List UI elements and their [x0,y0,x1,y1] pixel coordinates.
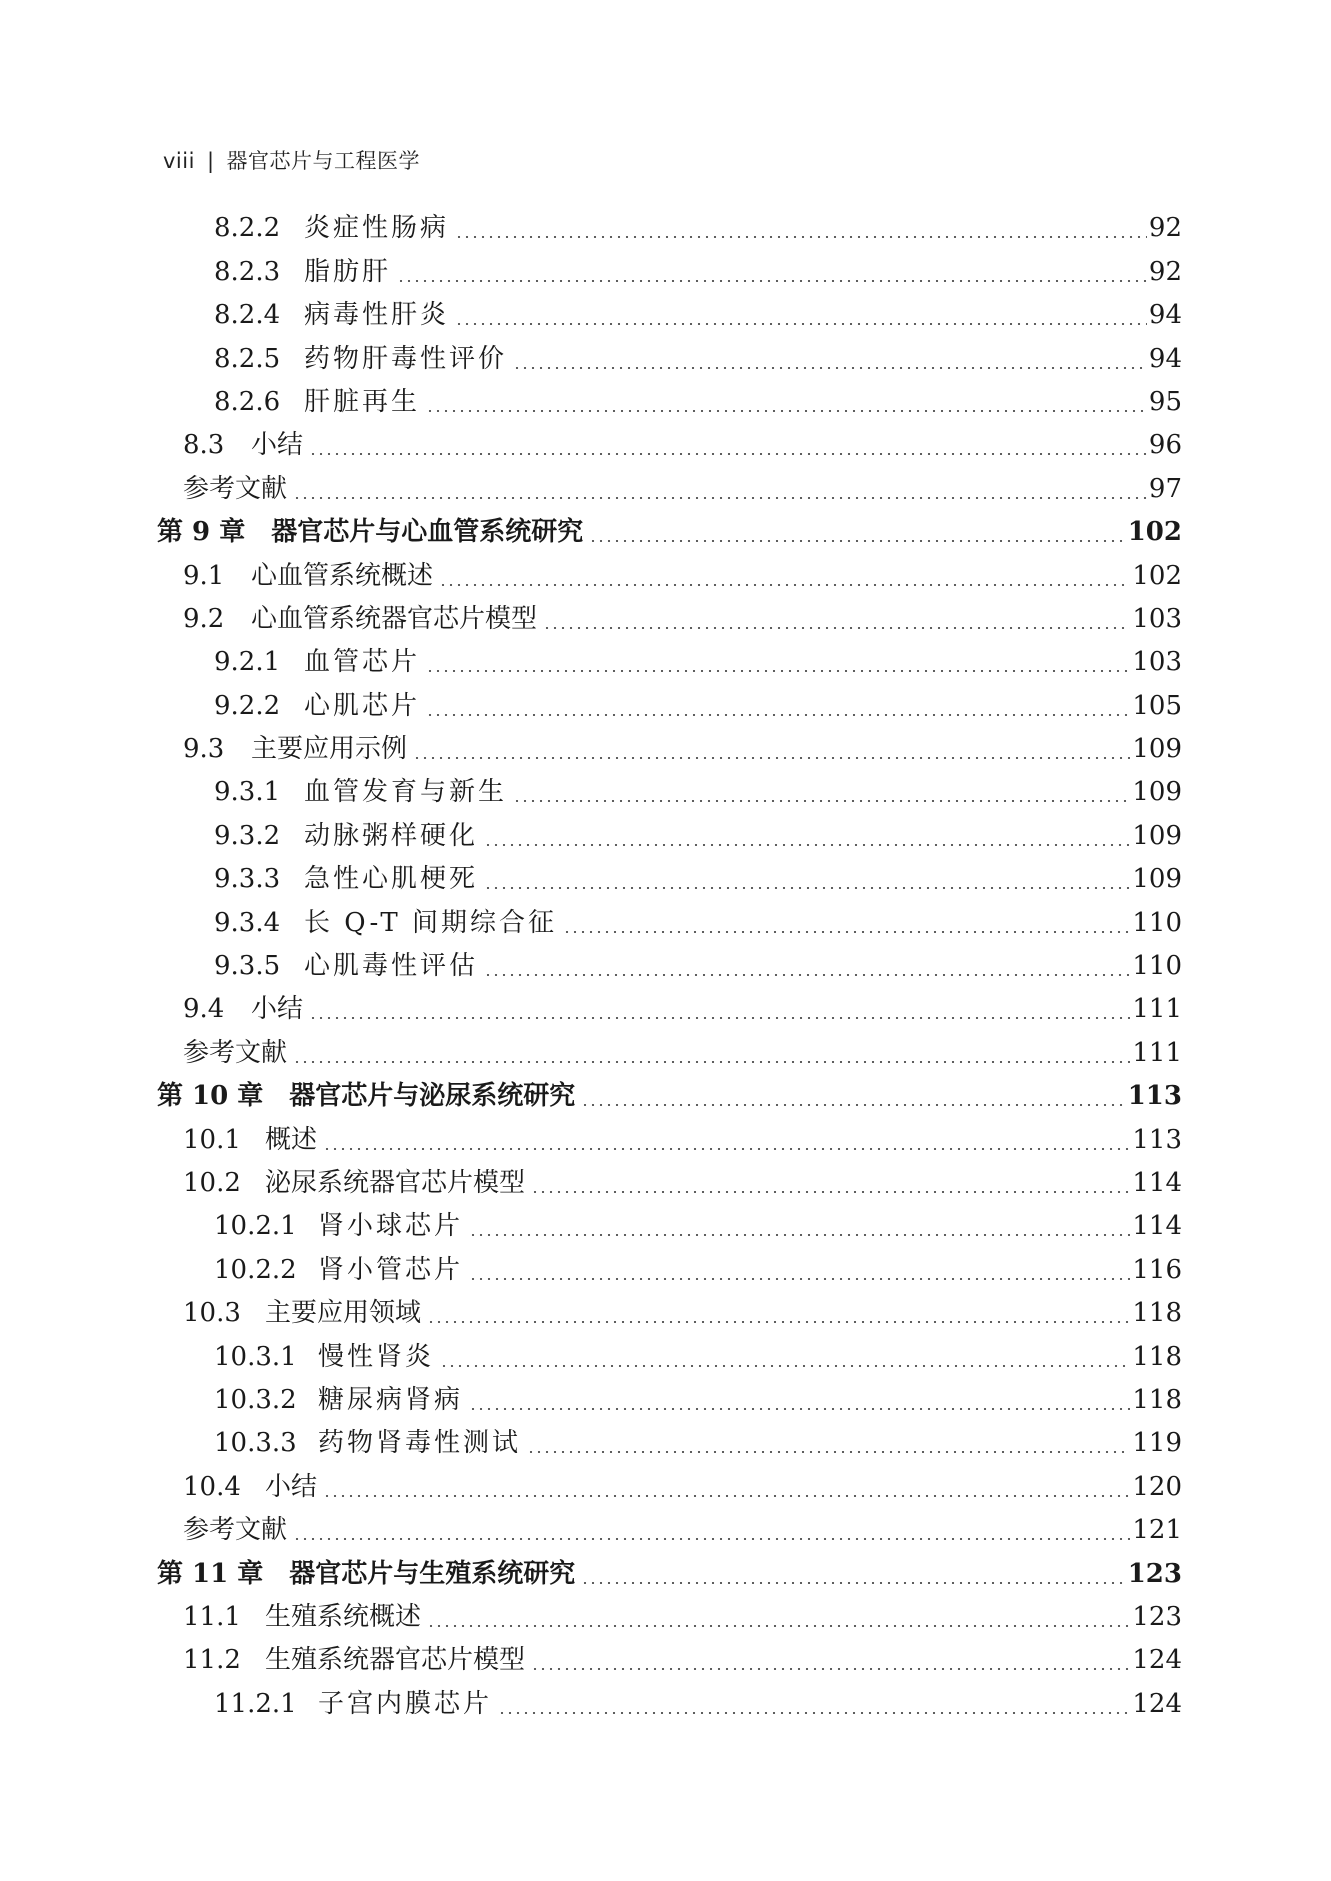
dot-leader [455,236,1147,238]
toc-entry[interactable] [0,1118,1331,1161]
book-title: 器官芯片与工程医学 [226,149,421,173]
toc-entry-title: 子宫内膜芯片 [318,1688,493,1719]
toc-entry-page: 92 [1148,213,1182,244]
toc-entry-number: 10.3.3 [214,1428,297,1459]
toc-entry[interactable] [0,684,1331,727]
toc-entry-number: 11.2 [183,1645,241,1676]
toc-entry-title: 参考文献 [183,473,288,504]
toc-entry-number: 第 10 章 [157,1081,264,1112]
toc-entry[interactable] [0,988,1331,1031]
toc-entry-title: 肾小管芯片 [318,1254,464,1285]
toc-entry[interactable] [0,381,1331,424]
toc-entry-page: 103 [1132,603,1182,634]
toc-entry-page: 118 [1132,1384,1182,1415]
toc-entry-title: 急性心肌梗死 [304,864,479,895]
toc-entry-number: 9.3.1 [214,777,281,808]
dot-leader [531,1191,1130,1193]
toc-entry-page: 110 [1132,951,1182,982]
toc-entry-page: 96 [1148,430,1182,461]
toc-entry-number: 11.2.1 [214,1688,297,1719]
toc-entry-number: 10.2.1 [214,1211,297,1242]
dot-leader [427,1321,1130,1323]
toc-entry-number: 9.1 [183,560,225,591]
toc-entry-page: 102 [1127,517,1182,548]
dot-leader [469,1234,1130,1236]
dot-leader [323,1495,1130,1497]
toc-entry-title: 生殖系统概述 [265,1601,422,1632]
toc-entry-number: 8.2.4 [214,300,281,331]
toc-entry[interactable] [0,1379,1331,1422]
toc-entry-title: 心血管系统器官芯片模型 [251,603,538,634]
toc-entry-title: 糖尿病肾病 [318,1384,464,1415]
dot-leader [426,670,1130,672]
toc-entry[interactable] [0,1031,1331,1074]
toc-entry-title: 炎症性肠病 [304,213,450,244]
toc-entry[interactable] [0,1465,1331,1508]
toc-entry[interactable] [0,424,1331,467]
toc-entry-page: 109 [1132,734,1182,765]
dot-leader [543,627,1130,629]
toc-entry-page: 105 [1132,690,1182,721]
dot-leader [513,367,1147,369]
toc-entry-number: 10.4 [183,1471,241,1502]
toc-entry-title: 器官芯片与心血管系统研究 [271,517,584,548]
toc-entry[interactable] [0,294,1331,337]
toc-entry[interactable] [0,554,1331,597]
toc-entry-page: 116 [1132,1254,1182,1285]
toc-entry[interactable] [0,858,1331,901]
toc-entry-number: 第 11 章 [157,1558,264,1589]
dot-leader [440,1365,1130,1367]
dot-leader [581,1104,1125,1106]
dot-leader [531,1668,1130,1670]
toc-entry[interactable] [0,1248,1331,1291]
toc-entry-number: 9.3.2 [214,820,281,851]
toc-entry-title: 小结 [251,430,304,461]
toc-entry-page: 118 [1132,1341,1182,1372]
toc-entry-number: 8.2.2 [214,213,281,244]
toc-entry-title: 泌尿系统器官芯片模型 [265,1167,526,1198]
toc-entry-number: 10.2.2 [214,1254,297,1285]
toc-entry-title: 肾小球芯片 [318,1211,464,1242]
toc-entry-page: 123 [1132,1601,1182,1632]
dot-leader [309,1017,1130,1019]
toc-entry-title: 主要应用示例 [251,734,408,765]
toc-entry-number: 9.3 [183,734,225,765]
toc-entry-title: 病毒性肝炎 [304,300,450,331]
toc-entry-page: 124 [1132,1688,1182,1719]
toc-entry[interactable] [0,207,1331,250]
toc-entry-page: 92 [1148,256,1182,287]
dot-leader [413,757,1130,759]
toc-entry-page: 94 [1148,343,1182,374]
toc-entry-page: 109 [1132,777,1182,808]
toc-entry[interactable] [0,728,1331,771]
toc-entry-title: 药物肾毒性测试 [318,1428,522,1459]
toc-entry-number: 9.3.5 [214,951,281,982]
toc-entry-title: 血管芯片 [304,647,421,678]
toc-entry-title: 参考文献 [183,1037,288,1068]
toc-entry[interactable] [0,1162,1331,1205]
toc-entry-page: 114 [1132,1211,1182,1242]
toc-entry-number: 8.2.6 [214,386,281,417]
toc-entry-number: 8.3 [183,430,225,461]
toc-entry-title: 概述 [265,1124,318,1155]
toc-entry-page: 121 [1132,1515,1182,1546]
toc-entry-title: 器官芯片与生殖系统研究 [289,1558,576,1589]
dot-leader [469,1278,1130,1280]
toc-entry-number: 10.2 [183,1167,241,1198]
dot-leader [498,1712,1130,1714]
dot-leader [323,1148,1130,1150]
dot-leader [589,540,1126,542]
toc-entry-page: 124 [1132,1645,1182,1676]
dot-leader [427,1625,1130,1627]
toc-entry-page: 111 [1132,1037,1182,1068]
toc-entry-page: 123 [1127,1558,1182,1589]
toc-entry-page: 103 [1132,647,1182,678]
toc-entry[interactable] [0,511,1331,554]
toc-entry-title: 小结 [265,1471,318,1502]
toc-entry-page: 111 [1132,994,1182,1025]
toc-entry[interactable] [0,1682,1331,1725]
toc-entry-number: 9.4 [183,994,225,1025]
toc-entry-title: 药物肝毒性评价 [304,343,508,374]
dot-leader [439,584,1130,586]
toc-entry-page: 94 [1148,300,1182,331]
toc-entry-page: 95 [1148,386,1182,417]
table-of-contents [0,207,1331,1726]
dot-leader [513,800,1130,802]
toc-entry-title: 小结 [251,994,304,1025]
toc-entry[interactable] [0,1292,1331,1335]
dot-leader [426,410,1147,412]
toc-entry-title: 主要应用领域 [265,1298,422,1329]
dot-leader [527,1451,1130,1453]
toc-entry-page: 97 [1148,473,1182,504]
dot-leader [293,1061,1130,1063]
toc-entry-title: 器官芯片与泌尿系统研究 [289,1081,576,1112]
dot-leader [426,714,1130,716]
toc-entry[interactable] [0,1552,1331,1595]
toc-entry-number: 10.3.2 [214,1384,297,1415]
toc-entry[interactable] [0,945,1331,988]
toc-entry-number: 8.2.3 [214,256,281,287]
dot-leader [469,1408,1130,1410]
dot-leader [484,844,1130,846]
toc-entry-title: 肝脏再生 [304,386,421,417]
toc-entry-page: 118 [1132,1298,1182,1329]
toc-entry-title: 心肌芯片 [304,690,421,721]
toc-entry[interactable] [0,1335,1331,1378]
toc-entry[interactable] [0,814,1331,857]
toc-entry-number: 10.3 [183,1298,241,1329]
toc-entry-page: 120 [1132,1471,1182,1502]
dot-leader [581,1582,1125,1584]
dot-leader [484,974,1130,976]
toc-entry-number: 8.2.5 [214,343,281,374]
dot-leader [309,453,1147,455]
toc-entry-number: 11.1 [183,1601,241,1632]
toc-entry-page: 114 [1132,1167,1182,1198]
toc-entry-title: 脂肪肝 [304,256,392,287]
toc-entry[interactable] [0,1596,1331,1639]
toc-entry-number: 10.1 [183,1124,241,1155]
toc-entry-page: 102 [1132,560,1182,591]
toc-entry-number: 9.2 [183,603,225,634]
toc-entry[interactable] [0,1509,1331,1552]
toc-entry[interactable] [0,1075,1331,1118]
dot-leader [484,887,1130,889]
toc-entry-number: 第 9 章 [157,517,246,548]
dot-leader [397,280,1147,282]
toc-entry-number: 9.2.1 [214,647,281,678]
toc-entry-number: 9.3.3 [214,864,281,895]
toc-entry-number: 9.3.4 [214,907,281,938]
toc-entry[interactable] [0,337,1331,380]
toc-entry-page: 109 [1132,864,1182,895]
toc-entry-number: 10.3.1 [214,1341,297,1372]
toc-entry[interactable] [0,250,1331,293]
dot-leader [563,931,1130,933]
dot-leader [293,1538,1130,1540]
header-separator: | [206,149,215,173]
toc-entry[interactable] [0,641,1331,684]
page-label: viii [163,149,195,173]
toc-entry[interactable] [0,1205,1331,1248]
toc-entry-page: 119 [1132,1428,1182,1459]
toc-entry[interactable] [0,1422,1331,1465]
toc-entry-title: 参考文献 [183,1515,288,1546]
toc-entry-title: 长 Q-T 间期综合征 [304,907,557,938]
toc-entry-page: 113 [1127,1081,1182,1112]
running-head [163,145,420,175]
toc-entry-number: 9.2.2 [214,690,281,721]
toc-entry[interactable] [0,467,1331,510]
toc-entry-page: 110 [1132,907,1182,938]
toc-entry-page: 109 [1132,820,1182,851]
toc-entry-title: 心肌毒性评估 [304,951,479,982]
toc-entry-title: 慢性肾炎 [318,1341,435,1372]
toc-entry[interactable] [0,771,1331,814]
toc-entry-title: 心血管系统概述 [251,560,434,591]
toc-entry-title: 动脉粥样硬化 [304,820,479,851]
dot-leader [455,323,1147,325]
toc-entry[interactable] [0,598,1331,641]
toc-entry-title: 生殖系统器官芯片模型 [265,1645,526,1676]
dot-leader [293,497,1147,499]
toc-entry[interactable] [0,901,1331,944]
toc-entry-title: 血管发育与新生 [304,777,508,808]
toc-entry-page: 113 [1132,1124,1182,1155]
toc-entry[interactable] [0,1639,1331,1682]
